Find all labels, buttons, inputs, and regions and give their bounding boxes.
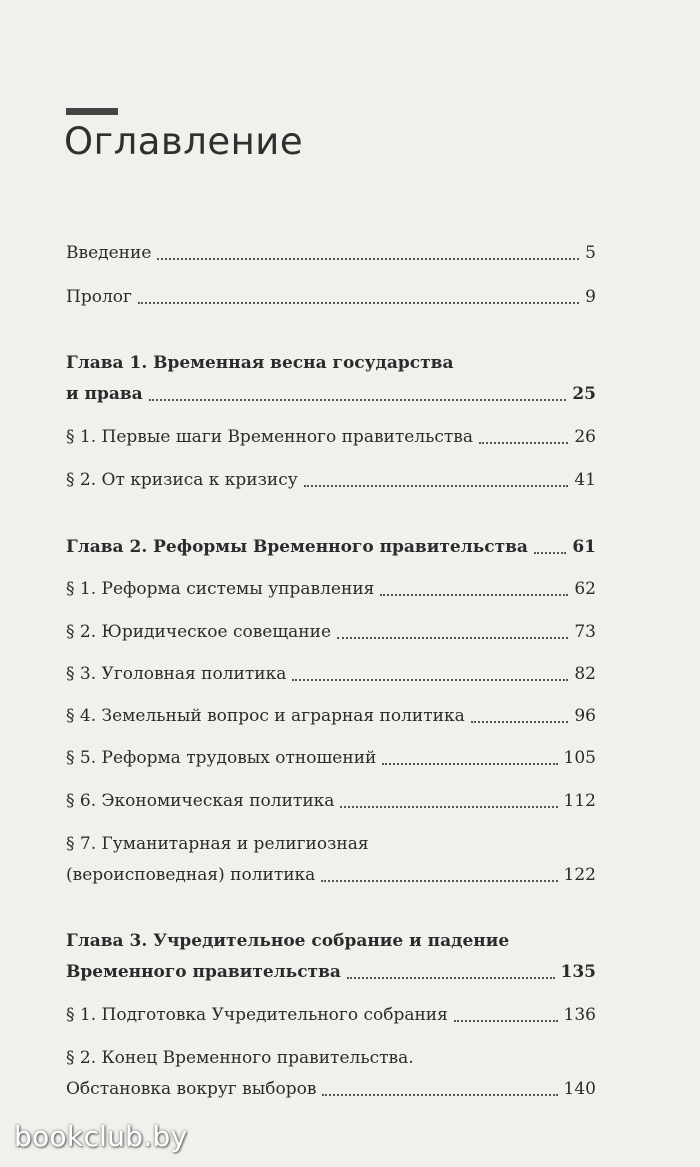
dot-leader [337,637,568,639]
toc-page-number: 140 [563,1079,596,1099]
toc-entry-chapter-1[interactable] [66,382,596,406]
toc-page-number: 82 [574,664,596,684]
dot-leader [138,302,579,304]
toc-label: Обстановка вокруг выборов [66,1079,317,1099]
toc-page-number: 26 [574,427,596,447]
toc-page-number: 9 [585,287,596,307]
toc-entry-ch2-s7[interactable] [66,863,596,887]
dot-leader [380,594,568,596]
toc-page-number: 62 [574,579,596,599]
toc-page-number: 5 [585,243,596,263]
toc-entry-chapter-2[interactable] [66,535,596,559]
dot-leader [157,258,579,260]
toc-entry-ch2-s4[interactable] [66,704,596,728]
toc-entry-ch2-s5[interactable] [66,746,596,770]
toc-page-number: 135 [560,962,596,982]
toc-label: Временного правительства [66,962,341,982]
toc-page-number: 41 [574,470,596,490]
toc-ch2-s7-line1[interactable]: § 7. Гуманитарная и религиозная [66,834,369,854]
watermark-logo: bookclub.by [14,1120,188,1153]
toc-label: § 4. Земельный вопрос и аграрная политика [66,706,465,726]
toc-page-number: 61 [572,537,596,557]
dot-leader [534,552,566,554]
toc-label: Введение [66,243,152,263]
toc-label: § 5. Реформа трудовых отношений [66,748,377,768]
toc-entry-chapter-3[interactable] [66,960,596,984]
toc-label: § 1. Реформа системы управления [66,579,375,599]
toc-label: § 1. Первые шаги Временного правительства [66,427,474,447]
toc-entry-ch3-s2[interactable] [66,1077,596,1101]
toc-label: Глава 2. Реформы Временного правительства [66,537,528,557]
toc-label: и права [66,384,143,404]
toc-chapter-1-line1[interactable]: Глава 1. Временная весна государства [66,353,454,373]
toc-label: § 6. Экономическая политика [66,791,335,811]
dot-leader [322,1094,557,1096]
toc-entry-ch2-s3[interactable] [66,662,596,686]
dot-leader [382,763,557,765]
toc-label: § 2. Юридическое совещание [66,622,332,642]
toc-page-number: 136 [563,1005,596,1025]
toc-label: § 1. Подготовка Учредительного собрания [66,1005,448,1025]
toc-entry-prologue[interactable] [66,285,596,309]
page-title: Оглавление [64,120,304,163]
toc-page-number: 105 [563,748,596,768]
toc-page-number: 25 [572,384,596,404]
toc-page-number: 112 [563,791,596,811]
dot-leader [149,399,567,401]
toc-chapter-3-line1[interactable]: Глава 3. Учредительное собрание и падение [66,931,510,951]
toc-label: Пролог [66,287,132,307]
toc-page-number: 122 [563,865,596,885]
toc-ch3-s2-line1[interactable]: § 2. Конец Временного правительства. [66,1048,414,1068]
dot-leader [292,679,568,681]
toc-entry-ch3-s1[interactable] [66,1003,596,1027]
dot-leader [479,442,568,444]
toc-label: § 3. Уголовная политика [66,664,287,684]
dot-leader [340,806,557,808]
toc-page-number: 73 [574,622,596,642]
toc-label: (вероисповедная) политика [66,865,316,885]
dot-leader [321,880,557,882]
toc-entry-intro[interactable] [66,241,596,265]
title-accent-bar [66,108,118,115]
dot-leader [347,977,555,979]
toc-entry-ch2-s6[interactable] [66,789,596,813]
toc-entry-ch2-s2[interactable] [66,620,596,644]
toc-page-number: 96 [574,706,596,726]
toc-entry-ch1-s1[interactable] [66,425,596,449]
toc-entry-ch2-s1[interactable] [66,577,596,601]
dot-leader [454,1020,558,1022]
toc-entry-ch1-s2[interactable] [66,468,596,492]
toc-label: § 2. От кризиса к кризису [66,470,298,490]
dot-leader [471,721,569,723]
dot-leader [304,485,569,487]
